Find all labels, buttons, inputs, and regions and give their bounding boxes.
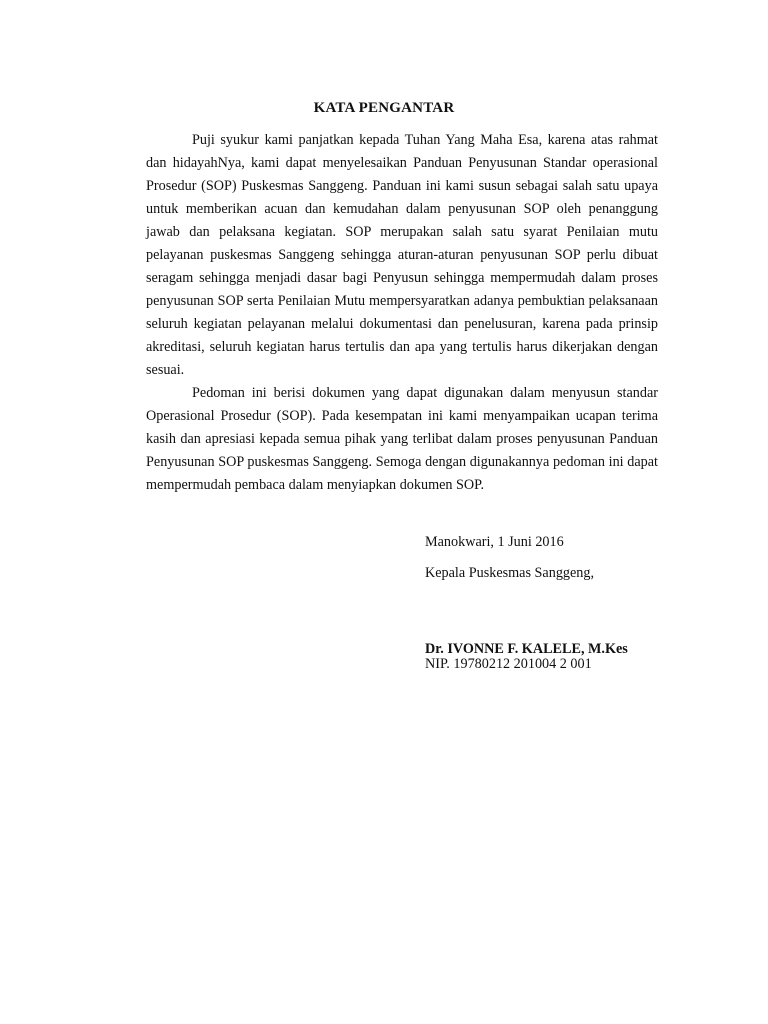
document-body — [146, 129, 658, 497]
paragraph-intro: Puji syukur kami panjatkan kepada Tuhan Yang Maha Esa, karena atas rahmat dan hidayahNya, kami dapat menyelesaikan Panduan Penyusunan Standar operasional Prosedur (SOP) Puskesmas Sanggeng. Panduan ini kami susun sebagai salah satu upaya untuk memberikan acuan dan kemudahan dalam penyusunan SOP oleh penanggung jawab dan pelaksana kegiatan. SOP merupakan salah satu syarat Penilaian mutu pelayanan puskesmas Sanggeng sehingga aturan-aturan penyusunan SOP perlu dibuat seragam sehingga menjadi dasar bagi Penyusun sehingga mempermudah dalam proses penyusunan SOP serta Penilaian Mutu mempersyaratkan adanya pembuktian pelaksanaan seluruh kegiatan pelayanan melalui dokumentasi dan penelusuran, karena pada prinsip akreditasi, seluruh kegiatan harus tertulis dan apa yang tertulis harus dikerjakan dengan sesuai. — [146, 132, 658, 378]
signature-role: Kepala Puskesmas Sanggeng, — [425, 565, 595, 581]
signature-nip: NIP. 19780212 201004 2 001 — [425, 656, 592, 672]
signature-name: Dr. IVONNE F. KALELE, M.Kes — [425, 641, 628, 657]
document-title: KATA PENGANTAR — [313, 100, 455, 116]
paragraph-closing: Pedoman ini berisi dokumen yang dapat digunakan dalam menyusun standar Operasional Prosedur (SOP). Pada kesempatan ini kami menyampaikan ucapan terima kasih dan apresiasi kepada semua pihak yang terlibat dalam proses penyusunan Panduan Penyusunan SOP puskesmas Sanggeng. Semoga dengan digunakannya pedoman ini dapat mempermudah pembaca dalam menyiapkan dokumen SOP. — [146, 385, 658, 493]
signature-place-date: Manokwari, 1 Juni 2016 — [425, 534, 564, 550]
